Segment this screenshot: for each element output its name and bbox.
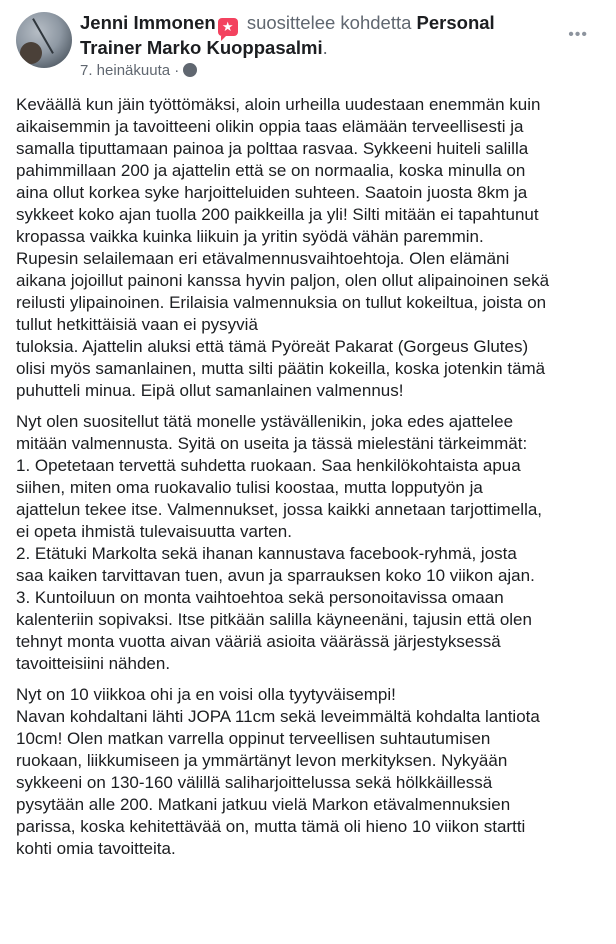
text-line: 1. Opetetaan tervettä suhdetta ruokaan. Saa henkilökohtaista apua — [16, 456, 521, 475]
post-date[interactable]: 7. heinäkuuta — [80, 62, 171, 79]
text-line: olisi myös samanlainen, mutta silti päätin kokeilla, koska jotenkin tämä — [16, 359, 546, 378]
post-body — [16, 94, 606, 869]
text-line: reilusti ylipainoinen. Erilaisia valmennuksia on tullut kokeiltua, joista on — [16, 293, 547, 312]
text-line: pahimmillaan 200 ja ajattelin että se on normaalia, koska minulla on — [16, 161, 526, 180]
text-line: puhutteli minua. Eipä ollut samanlainen valmennus! — [16, 381, 404, 400]
text-line: ajattelun tekee itse. Valmennukset, jossa kaikki annetaan tarjottimella, — [16, 500, 543, 519]
text-line: kropassa vaikka kuinka liikuin ja yritin syödä vähän paremmin. — [16, 227, 484, 246]
post-meta — [80, 62, 197, 79]
text-line: tehnyt monta vuotta aivan vääriä asioita väärässä järjestyksessä — [16, 632, 501, 651]
post-header — [0, 0, 616, 92]
text-line: tullut hetkittäisiä vaan ei pysyviä — [16, 315, 258, 334]
text-line: Nyt on 10 viikkoa ohi ja en voisi olla tyytyväisempi! — [16, 685, 396, 704]
post-paragraph — [16, 94, 606, 402]
text-line: 2. Etätuki Markolta sekä ihanan kannustava facebook-ryhmä, josta — [16, 544, 517, 563]
text-line: pysytään alle 200. Matkani jatkuu vielä Markon etävalmennuksien — [16, 795, 511, 814]
author-name[interactable]: Jenni Immonen — [80, 12, 216, 33]
text-line: sykkeeni on 130-160 välillä saliharjoittelussa sekä hölkkäillessä — [16, 773, 493, 792]
text-line: tuloksia. Ajattelin aluksi että tämä Pyöreät Pakarat (Gorgeus Glutes) — [16, 337, 529, 356]
action-text: suosittelee kohdetta — [246, 12, 412, 33]
text-line: ruokaan, liikkumiseen ja ymmärtänyt levon merkityksen. Nykyään — [16, 751, 508, 770]
text-line: kohti omia tavoitteita. — [16, 839, 176, 858]
post-title — [80, 11, 550, 60]
text-line: kalenteriin sopivaksi. Itse pitkään salilla käyneenäni, tajusin että olen — [16, 610, 532, 629]
text-line: Rupesin selailemaan eri etävalmennusvaihtoehtoja. Olen elämäni — [16, 249, 510, 268]
separator: · — [174, 62, 180, 79]
text-line: samalla tiputtamaan painoa ja polttaa rasvaa. Sykkeeni huiteli salilla — [16, 139, 529, 158]
text-line: aina ollut korkea syke harjoitteluiden suhteen. Saatoin juosta 8km ja — [16, 183, 528, 202]
text-line: ei opeta ihmistä tulevaisuutta varten. — [16, 522, 292, 541]
text-line: 3. Kuntoiluun on monta vaihtoehtoa sekä personoitavissa omaan — [16, 588, 504, 607]
more-options-button[interactable]: ••• — [568, 26, 588, 43]
post-paragraph — [16, 411, 606, 675]
text-line: tavoitteisiini nähden. — [16, 654, 171, 673]
text-line: mitään valmennusta. Syitä on useita ja tässä mielestäni tärkeimmät: — [16, 434, 528, 453]
post-paragraph — [16, 684, 606, 860]
text-line: aikaisemmin ja tavoitteeni olikin oppia taas elämään terveellisesti ja — [16, 117, 524, 136]
globe-icon — [183, 63, 197, 77]
text-line: 10cm! Olen matkan varrella oppinut terveellisen suhtautumisen — [16, 729, 491, 748]
avatar[interactable] — [16, 12, 72, 68]
text-line: Navan kohdaltani lähti JOPA 11cm sekä leveimmältä kohdalta lantiota — [16, 707, 540, 726]
page-name-link[interactable]: Personal Trainer Marko Kuoppasalmi — [80, 12, 495, 58]
text-line: Nyt olen suositellut tätä monelle ystävällenikin, joka edes ajattelee — [16, 412, 514, 431]
text-line: saa kaiken tarvittavan tuen, avun ja sparrauksen koko 10 viikon ajan. — [16, 566, 535, 585]
text-line: Keväällä kun jäin työttömäksi, aloin urheilla uudestaan enemmän kuin — [16, 95, 541, 114]
text-line: parissa, koska kehitettävää on, mutta tämä oli hieno 10 viikon startti — [16, 817, 526, 836]
text-line: siihen, miten oma ruokavalio tulisi koostaa, mutta lopputyön ja — [16, 478, 483, 497]
recommend-icon: ★ — [218, 18, 238, 36]
text-line: sykkeet koko ajan tuolla 200 paikkeilla ja yli! Silti mitään ei tapahtunut — [16, 205, 539, 224]
text-line: aikana jojoillut painoni kanssa hyvin paljon, olen ollut alipainoinen sekä — [16, 271, 550, 290]
period: . — [322, 37, 328, 58]
